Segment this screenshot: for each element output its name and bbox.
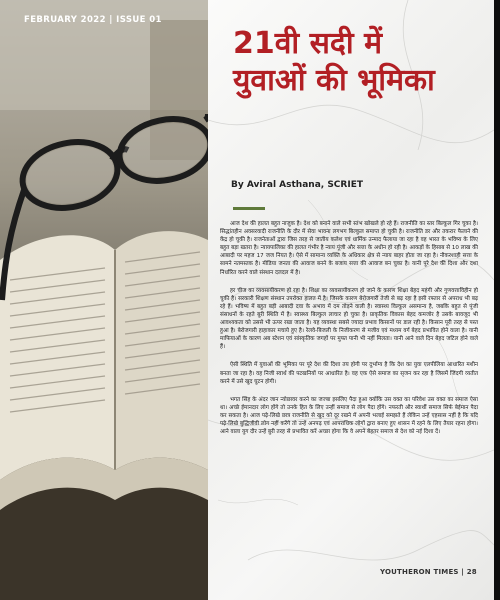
article-body bbox=[220, 220, 478, 446]
body-paragraph: आज देश की हालत बहुत नाजुक है। देश को बनाने वाले सभी स्तंभ खोखले हो रहे हैं। राजनीति का स्तर बिल्कुल गिर चुका है। सिद्धांतहीन अवसरवादी राजनीति के दौर में सेवा भावना लगभग बिल्कुल समाप्त हो चुकी है। राजनीति डर और तकरार फैलाने की केंद्र हो चुकी है। राजनेताओं द्वारा जिस तरह से जातीय कलेश एवं धार्मिक उन्माद फैलाया जा रहा है वह भारत के भविष्य के लिए बहुत बड़ा खतरा है। न्यायपालिका की हालत गंभीर है न्याय पूंजी और सत्ता के अधीन हो रही है। आकड़ों के हिसाब से 10 लाख की आबादी पर महज 17 जज नियत है। ऐसे में सामान्य व्यक्ति के अधिकार क्षेत्र से न्याय बाहर होता जा रहा है। नौकरशाही सत्ता के सामने नतमस्तक है। मीडिया जनता की आवाज बनने के बजाय सत्ता की आवाज बन चुका है। यानी पूरे देश की दिशा और दशा निर्धारित करने वाले संस्थान दलदल में है। bbox=[220, 221, 478, 276]
article-byline: By Aviral Asthana, SCRIET bbox=[231, 180, 363, 190]
body-paragraph: ऐसी स्थिति में युवाओं की भूमिका पर पूरे देश की दिशा तय होगी पर दुर्भाग्य है कि देश का युवा एलपीलिया आधारित मशीन बनता जा रहा है। वह निजी स्वार्थ की पटखनियों पर आधारित है। वह एक ऐसे समाज का सृजन कर रहा है जिसमें जिंदगी व्यतीत करने में उसे खुद घुटन होगी। bbox=[220, 362, 478, 385]
page-footer: YOUTHERON TIMES | 28 bbox=[380, 568, 477, 576]
book-glasses-illustration bbox=[0, 0, 208, 600]
article-title: 21वी सदी में युवाओं की भूमिका bbox=[233, 26, 435, 98]
body-paragraph: भगत सिंह के अंदर जान न्योछावर करने का जज्बा इसलिए पैदा हुआ क्योंकि उस वक्त का परिवेश उस वक्त का समाज ऐसा था। अच्छे ईमानदार लोग होंगे तो उनके हित के लिए उन्हीं समाज से लोग पैदा होंगे। नफरती और स्वार्थी समाज सिर्फ बेईमान पैदा कर सकता है। आज पढ़े-लिखे छात्र राजनीति से खुद को दूर रखने में अपनी भलाई समझते हैं लेकिन उन्हें एहसास नहीं है कि यदि पढ़े-लिखे बुद्धिजीवी लोग नहीं करेंगे तो उन्हें अनपढ़ एवं आपराधिक लोगों द्वारा बनाए हुए शासन में रहने के लिए तैयार रहना होगा। आने वाला युग दौर उन्हें बुरी तरह से प्रभावित करें अच्छा होगा कि वे अपने बेहतर समाज से देश को नई दिशा दें। bbox=[220, 396, 478, 436]
accent-divider bbox=[233, 207, 265, 210]
book-glasses-photo bbox=[0, 0, 208, 600]
body-paragraph: हर चीज का व्यवसायीकरण हो रहा है। शिक्षा का व्यवसायीकरण हो जाने के कारण शिक्षा बेहद महंगी और गुणवत्ताविहीन हो चुकी है। सरकारी शिक्षण संस्थान उपरोक्त हालत में है। जिसके कारण बेरोजगारी तेजी से बढ़ रहा है इसी रफ्तार से अपराध भी बढ़ रहे हैं। भविष्य में बहुत बड़ी आबादी दवा के अभाव में दम तोड़ने वाली है। स्वास्थ्य विल्कुल असमान्य है, जबकि बहुत से पूंजी संसाधनों के रहते बुरी स्थिति में है। स्वास्थ्य बिल्कुल लाचार हो चुका है। प्राकृतिक विकास बेहद कमजोर है उसके बावजूद भी आवश्यकता को उससे भी ऊपर रखा जाता है। यह व्यवस्था सबसे ज्यादा प्रभाव किसानों पर डाल रही है। किसान पूरी तरह से पस्त हुआ है। बेरोजगारी हाहाकार मचाये हुए है। रेलवे-बिजली के निजीकरण से मजीव एवं मध्यम वर्ग बेहद प्रभावित होने वाला है। यानी माफियाओं के कारण अब स्टेशन एवं सांस्कृतिक जगहों पर मुफ्त पानी भी नहीं मिलता। यानी आने वाले दिन बेहद जटिल होने वाले हैं। bbox=[220, 287, 478, 351]
page-edge-shadow bbox=[494, 0, 500, 600]
issue-date-label: FEBRUARY 2022 | ISSUE 01 bbox=[24, 15, 162, 25]
